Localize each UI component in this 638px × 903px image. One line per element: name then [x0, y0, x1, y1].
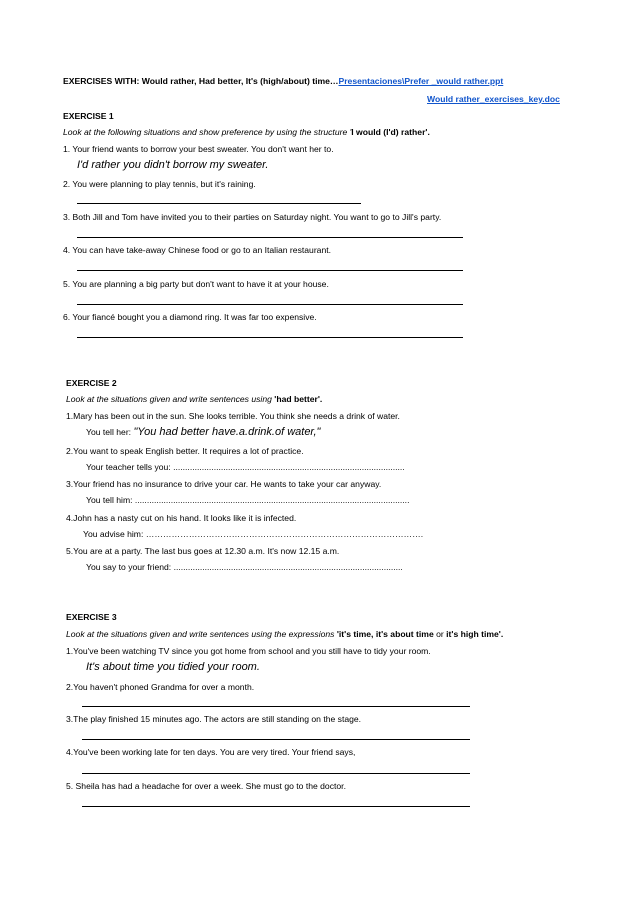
ex3-question-4: 4.You've been working late for ten days. You are very tired. Your friend says, — [66, 747, 356, 757]
ex1-question-5: 5. You are planning a big party but don't want to have it at your house. — [63, 279, 329, 289]
ex1-question-4: 4. You can have take-away Chinese food or go to an Italian restaurant. — [63, 245, 332, 255]
exercises-key-link[interactable]: Would rather_exercises_key.doc — [427, 94, 560, 104]
ex3-answer-line-5[interactable] — [82, 806, 470, 807]
ex3-answer-line-4[interactable] — [82, 773, 470, 774]
ex3-answer-line-3[interactable] — [82, 739, 470, 740]
ex1-answer-1: I'd rather you didn't borrow my sweater. — [77, 159, 269, 171]
ex2-question-4: 4.John has a nasty cut on his hand. It looks like it is infected. — [66, 513, 297, 523]
ex1-question-6: 6. Your fiancé bought you a diamond ring. It was far too expensive. — [63, 312, 317, 322]
ex2-question-2: 2.You want to speak English better. It requires a lot of practice. — [66, 446, 304, 456]
title-text: EXERCISES WITH: Would rather, Had better, It's (high/about) time… — [63, 76, 339, 86]
exercise-2-instructions: Look at the situations given and write sentences using 'had better'. — [66, 394, 323, 404]
exercise-1-instructions: Look at the following situations and show preference by using the structure 'I would (I'd) rather'. — [63, 127, 430, 137]
ex2-question-5: 5.You are at a party. The last bus goes at 12.30 a.m. It's now 12.15 a.m. — [66, 546, 340, 556]
ex3-question-2: 2.You haven't phoned Grandma for over a month. — [66, 682, 255, 692]
ex2-question-3: 3.Your friend has no insurance to drive your car. He wants to take your car anyway. — [66, 479, 382, 489]
ex3-question-3: 3.The play finished 15 minutes ago. The actors are still standing on the stage. — [66, 714, 362, 724]
presentation-link[interactable]: Presentaciones\Prefer _would rather.ppt — [338, 76, 504, 86]
exercise-2-heading: EXERCISE 2 — [66, 378, 117, 388]
ex1-answer-line-4[interactable] — [77, 270, 463, 271]
ex1-question-3: 3. Both Jill and Tom have invited you to their parties on Saturday night. You want to go to Jill's party. — [63, 212, 442, 222]
ex3-question-5: 5. Sheila has had a headache for over a week. She must go to the doctor. — [66, 781, 346, 791]
ex1-question-2: 2. You were planning to play tennis, but it's raining. — [63, 179, 256, 189]
ex3-answer-1: It's about time you tidied your room. — [86, 661, 260, 673]
ex2-question-1: 1.Mary has been out in the sun. She looks terrible. You think she needs a drink of water. — [66, 411, 400, 421]
ex2-answer-1: "You had better have.a.drink.of water," — [133, 426, 321, 438]
ex2-prompt-2[interactable]: Your teacher tells you: ................................................................................................. — [86, 462, 405, 472]
ex2-prompt-5[interactable]: You say to your friend: ................................................................................................ — [86, 562, 403, 572]
ex1-question-1: 1. Your friend wants to borrow your best sweater. You don't want her to. — [63, 144, 334, 154]
ex1-answer-line-2[interactable] — [77, 203, 361, 204]
ex1-answer-line-5[interactable] — [77, 304, 463, 305]
ex3-question-1: 1.You've been watching TV since you got home from school and you still have to tidy your room. — [66, 646, 431, 656]
exercise-3-instructions: Look at the situations given and write sentences using the expressions 'it's time, it's about time or it's high time'. — [66, 629, 504, 639]
exercise-1-heading: EXERCISE 1 — [63, 111, 114, 121]
ex1-answer-line-6[interactable] — [77, 337, 463, 338]
document-title — [63, 76, 503, 86]
ex2-prompt-4[interactable]: You advise him: ……………………………………………………………………………………. — [83, 529, 424, 539]
ex2-prompt-1: You tell her: "You had better have.a.drink.of water," — [86, 426, 321, 438]
exercise-3-heading: EXERCISE 3 — [66, 612, 117, 622]
ex1-answer-line-3[interactable] — [77, 237, 463, 238]
ex2-prompt-3[interactable]: You tell him: ................................................................................................................... — [86, 495, 410, 505]
ex3-answer-line-2[interactable] — [82, 706, 470, 707]
